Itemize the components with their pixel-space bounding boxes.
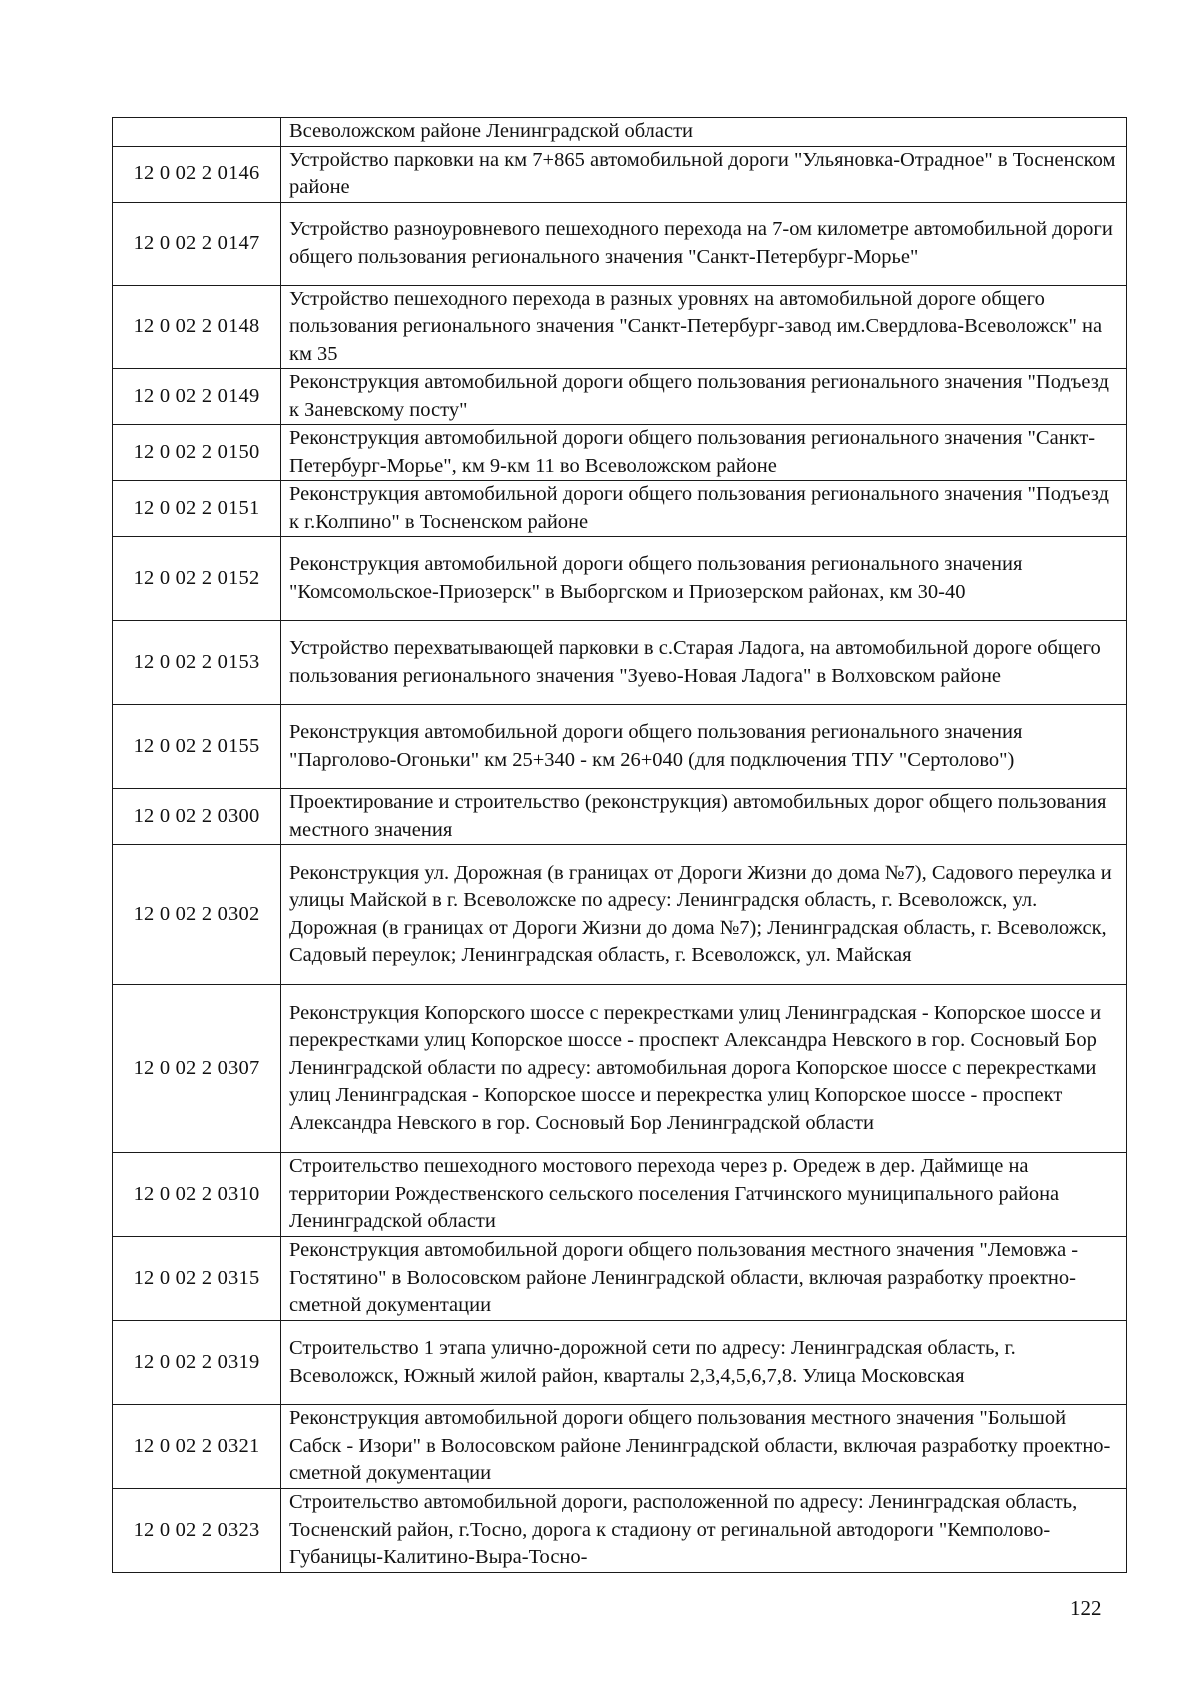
table-row: [113, 481, 1127, 537]
row-code: 12 0 02 2 0315: [113, 1237, 281, 1321]
table-row: [113, 1153, 1127, 1237]
table-row: [113, 369, 1127, 425]
row-description: Устройство разноуровневого пешеходного перехода на 7-ом километре автомобильной дороги общего пользования регионального значения "Санкт-Петербург-Морье": [281, 202, 1127, 285]
row-code: 12 0 02 2 0147: [113, 202, 281, 285]
table-row: [113, 789, 1127, 845]
row-description: Строительство пешеходного мостового перехода через р. Оредеж в дер. Даймище на территории Рождественского сельского поселения Гатчинского муниципального района Ленинградской области: [281, 1153, 1127, 1237]
table-row: [113, 425, 1127, 481]
row-code: 12 0 02 2 0148: [113, 285, 281, 369]
budget-code-table: [112, 117, 1127, 1573]
table-row: [113, 118, 1127, 147]
table-row: [113, 985, 1127, 1153]
table-row: [113, 621, 1127, 705]
table-row: [113, 1321, 1127, 1405]
row-description: Реконструкция автомобильной дороги общего пользования регионального значения "Подъезд к Заневскому посту": [281, 369, 1127, 425]
row-code: 12 0 02 2 0321: [113, 1405, 281, 1489]
row-description: Устройство перехватывающей парковки в с.Старая Ладога, на автомобильной дороге общего пользования регионального значения "Зуево-Новая Ладога" в Волховском районе: [281, 621, 1127, 705]
row-description: Проектирование и строительство (реконструкция) автомобильных дорог общего пользования местного значения: [281, 789, 1127, 845]
row-description: Устройство пешеходного перехода в разных уровнях на автомобильной дороге общего пользования регионального значения "Санкт-Петербург-завод им.Свердлова-Всеволожск" на км 35: [281, 285, 1127, 369]
row-description: Строительство автомобильной дороги, расположенной по адресу: Ленинградская область, Тосненский район, г.Тосно, дорога к стадиону от регинальной автодороги "Кемполово-Губаницы-Калитино-Выра-Тосно-: [281, 1489, 1127, 1573]
row-code: 12 0 02 2 0307: [113, 985, 281, 1153]
row-code: [113, 118, 281, 147]
row-code: 12 0 02 2 0319: [113, 1321, 281, 1405]
table-row: [113, 537, 1127, 621]
table-row: [113, 1489, 1127, 1573]
row-code: 12 0 02 2 0323: [113, 1489, 281, 1573]
row-description: Реконструкция автомобильной дороги общего пользования регионального значения "Подъезд к г.Колпино" в Тосненском районе: [281, 481, 1127, 537]
row-code: 12 0 02 2 0153: [113, 621, 281, 705]
row-code: 12 0 02 2 0151: [113, 481, 281, 537]
row-code: 12 0 02 2 0155: [113, 705, 281, 789]
table-row: [113, 1405, 1127, 1489]
table-row: [113, 1237, 1127, 1321]
row-description: Всеволожском районе Ленинградской области: [281, 118, 1127, 147]
row-description: Реконструкция Копорского шоссе с перекрестками улиц Ленинградская - Копорское шоссе и перекрестками улиц Копорское шоссе - проспект Александра Невского в гор. Сосновый Бор Ленинградской области по адресу: автомобильная дорога Копорское шоссе с перекрестками улиц Ленинградская - Копорское шоссе и перекрестка улиц Копорское шоссе - проспект Александра Невского в гор. Сосновый Бор Ленинградской области: [281, 985, 1127, 1153]
table-row: [113, 285, 1127, 369]
row-code: 12 0 02 2 0149: [113, 369, 281, 425]
row-code: 12 0 02 2 0302: [113, 845, 281, 985]
row-description: Реконструкция автомобильной дороги общего пользования регионального значения "Парголово-Огоньки" км 25+340 - км 26+040 (для подключения ТПУ "Сертолово"): [281, 705, 1127, 789]
row-code: 12 0 02 2 0146: [113, 146, 281, 202]
row-code: 12 0 02 2 0310: [113, 1153, 281, 1237]
row-description: Реконструкция автомобильной дороги общего пользования регионального значения "Санкт-Петербург-Морье", км 9-км 11 во Всеволожском районе: [281, 425, 1127, 481]
row-description: Реконструкция автомобильной дороги общего пользования регионального значения "Комсомольское-Приозерск" в Выборгском и Приозерском районах, км 30-40: [281, 537, 1127, 621]
table-row: [113, 705, 1127, 789]
row-code: 12 0 02 2 0152: [113, 537, 281, 621]
row-description: Реконструкция ул. Дорожная (в границах от Дороги Жизни до дома №7), Садового переулка и улицы Майской в г. Всеволожске по адресу: Ленинградскя область, г. Всеволожск, ул. Дорожная (в границах от Дороги Жизни до дома №7); Ленинградская область, г. Всеволожск, Садовый переулок; Ленинградская область, г. Всеволожск, ул. Майская: [281, 845, 1127, 985]
table-row: [113, 146, 1127, 202]
row-description: Строительство 1 этапа улично-дорожной сети по адресу: Ленинградская область, г. Всеволожск, Южный жилой район, кварталы 2,3,4,5,6,7,8. Улица Московская: [281, 1321, 1127, 1405]
row-description: Реконструкция автомобильной дороги общего пользования местного значения "Лемовжа - Гостятино" в Волосовском районе Ленинградской области, включая разработку проектно-сметной документации: [281, 1237, 1127, 1321]
table-row: [113, 202, 1127, 285]
row-code: 12 0 02 2 0300: [113, 789, 281, 845]
row-description: Устройство парковки на км 7+865 автомобильной дороги "Ульяновка-Отрадное" в Тосненском районе: [281, 146, 1127, 202]
table-row: [113, 845, 1127, 985]
page-number: 122: [1070, 1596, 1102, 1620]
row-code: 12 0 02 2 0150: [113, 425, 281, 481]
row-description: Реконструкция автомобильной дороги общего пользования местного значения "Большой Сабск - Изори" в Волосовском районе Ленинградской области, включая разработку проектно-сметной документации: [281, 1405, 1127, 1489]
